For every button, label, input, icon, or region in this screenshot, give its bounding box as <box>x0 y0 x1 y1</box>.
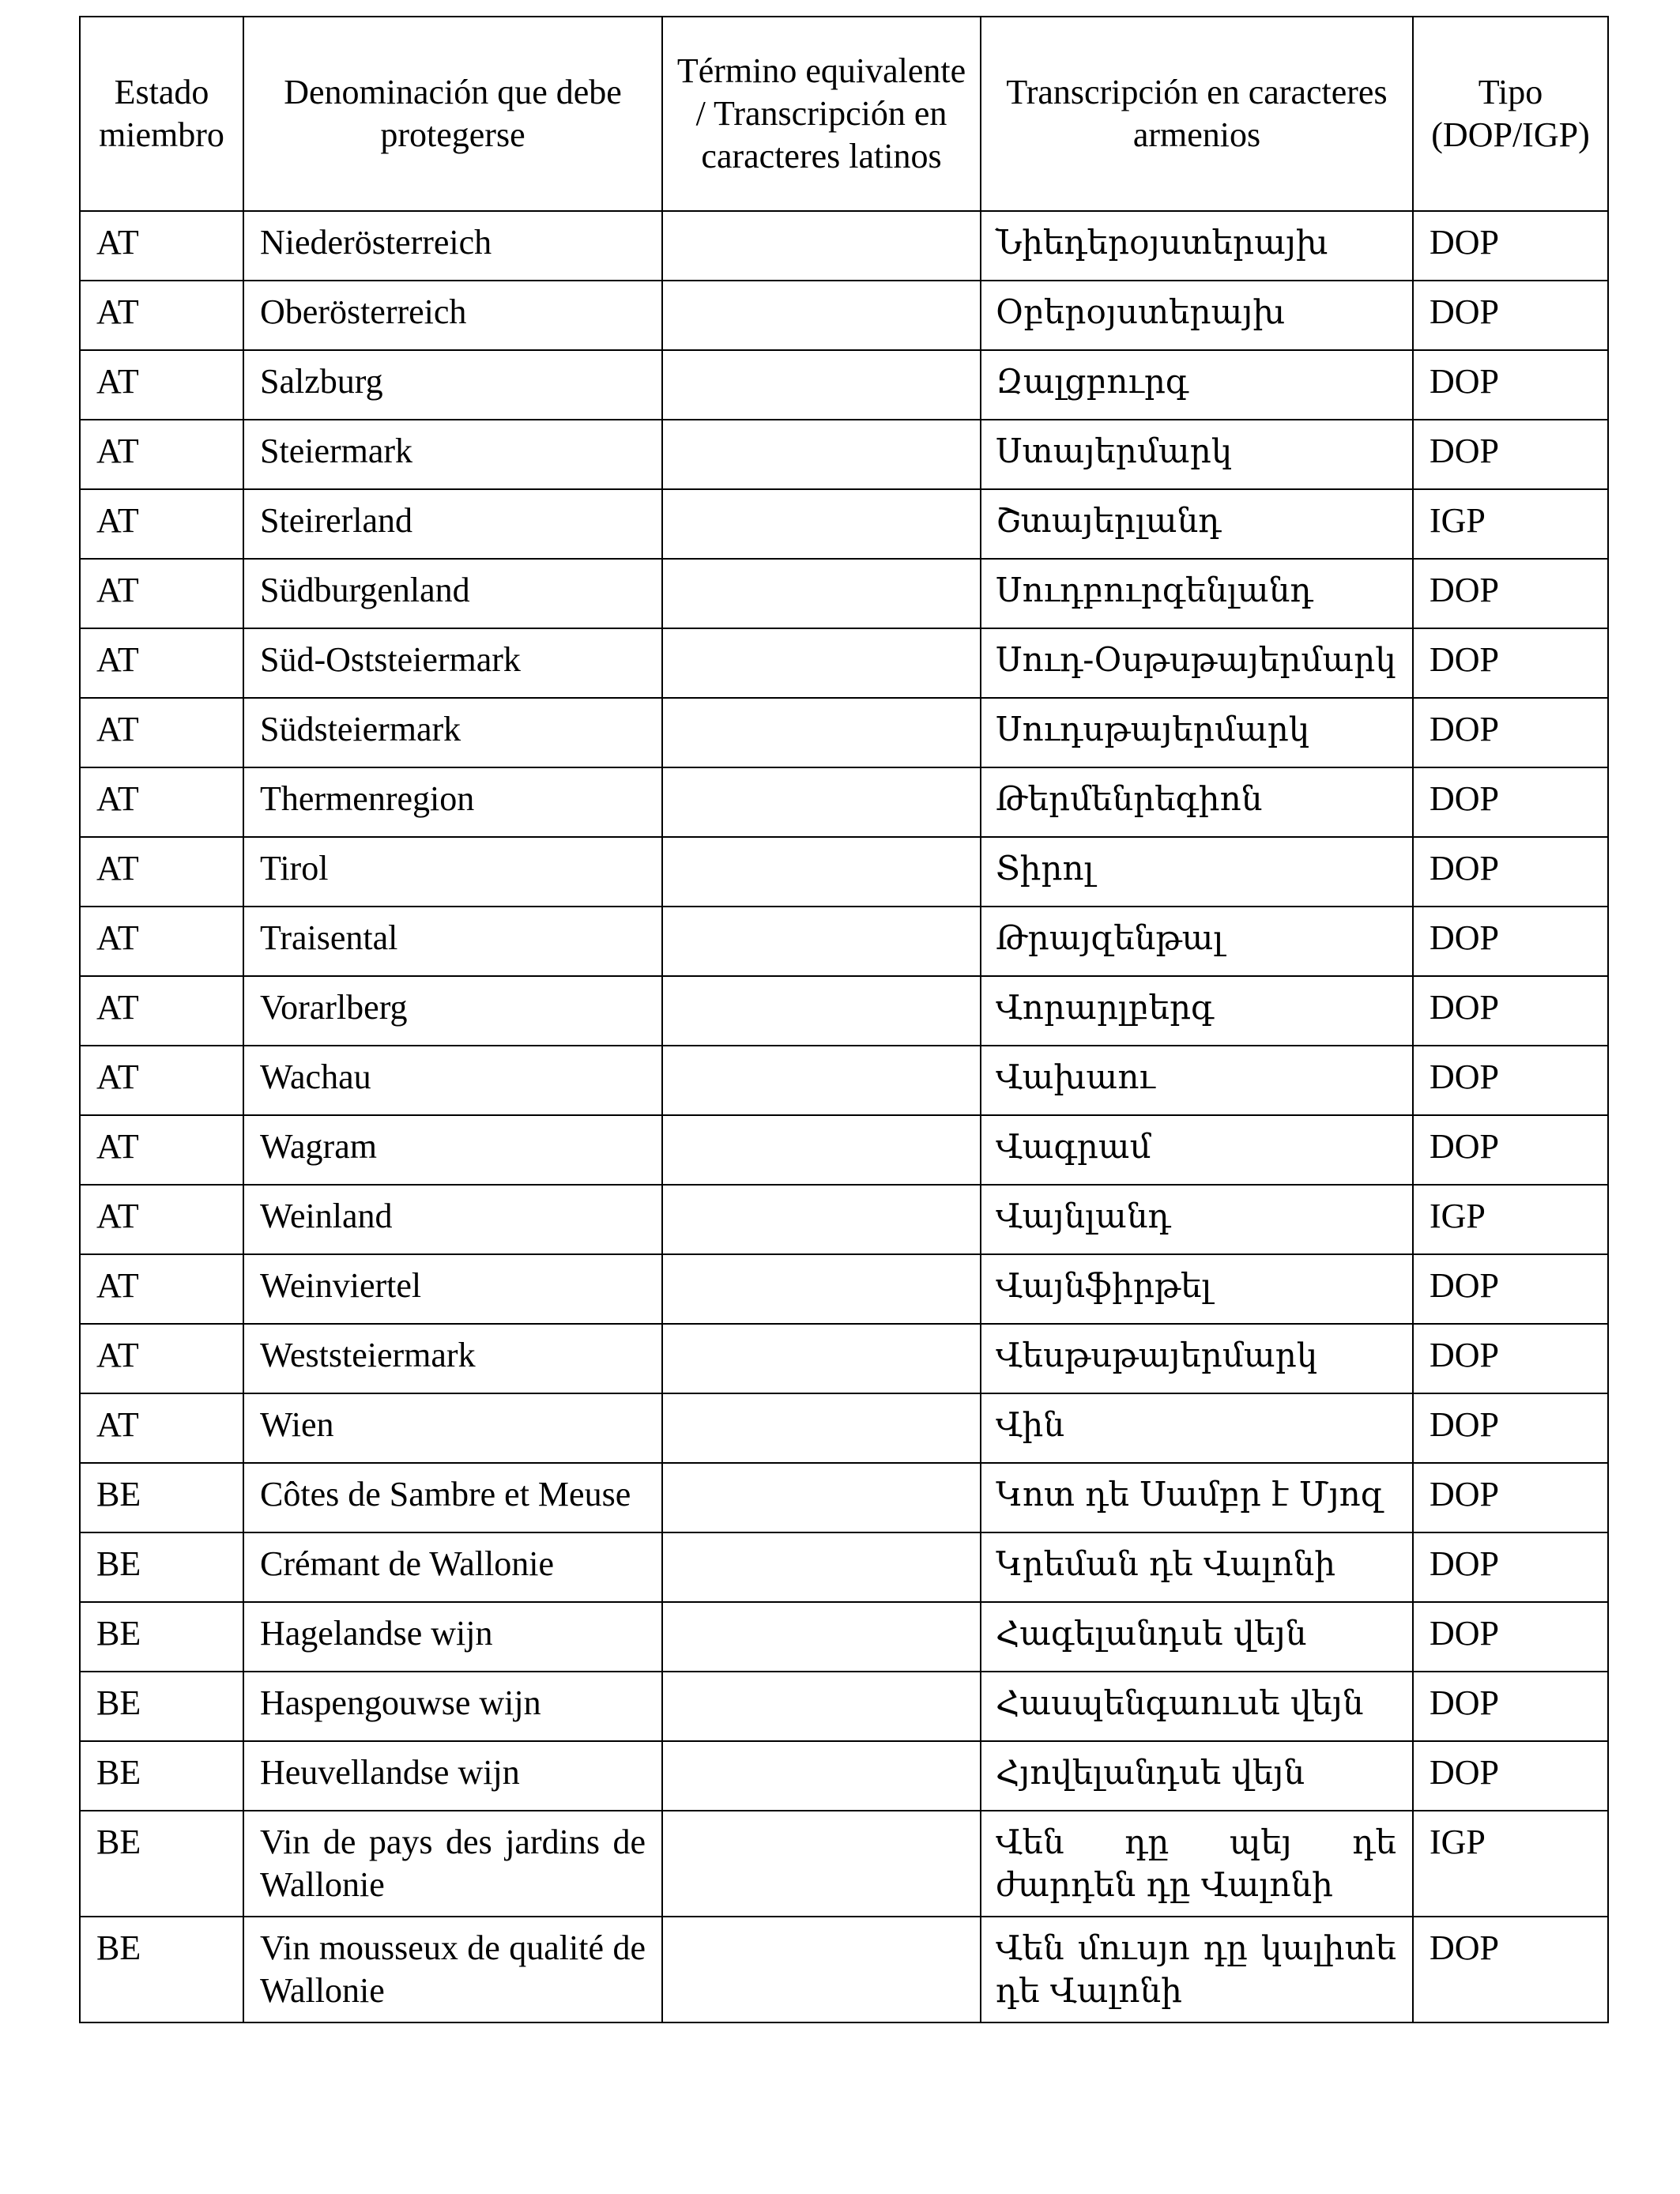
cell-member-state: BE <box>80 1741 243 1811</box>
header-denomination: Denominación que debe protegerse <box>243 17 662 211</box>
table-row <box>80 907 1608 976</box>
cell-armenian: Սուդբուրգենլանդ <box>981 559 1413 628</box>
cell-denomination: Crémant de Wallonie <box>243 1532 662 1602</box>
table-row <box>80 1672 1608 1741</box>
cell-member-state: BE <box>80 1602 243 1672</box>
cell-denomination: Thermenregion <box>243 767 662 837</box>
table-row <box>80 1602 1608 1672</box>
cell-member-state: AT <box>80 559 243 628</box>
cell-type: DOP <box>1413 211 1608 281</box>
gi-table <box>79 16 1609 2023</box>
cell-armenian: Հագելանդսե վեյն <box>981 1602 1413 1672</box>
cell-type: DOP <box>1413 1602 1608 1672</box>
cell-denomination: Niederösterreich <box>243 211 662 281</box>
cell-equivalent-term <box>662 837 981 907</box>
table-row <box>80 1917 1608 2022</box>
table-row <box>80 1532 1608 1602</box>
cell-denomination: Heuvellandse wijn <box>243 1741 662 1811</box>
table-row <box>80 1185 1608 1254</box>
cell-denomination: Haspengouwse wijn <box>243 1672 662 1741</box>
table-row <box>80 1811 1608 1917</box>
cell-equivalent-term <box>662 1917 981 2022</box>
cell-equivalent-term <box>662 350 981 420</box>
cell-armenian: Զալցբուրգ <box>981 350 1413 420</box>
cell-equivalent-term <box>662 1046 981 1115</box>
cell-type: DOP <box>1413 281 1608 350</box>
cell-armenian: Թրայզենթալ <box>981 907 1413 976</box>
cell-equivalent-term <box>662 976 981 1046</box>
cell-denomination: Salzburg <box>243 350 662 420</box>
cell-type: DOP <box>1413 1046 1608 1115</box>
table-row <box>80 1741 1608 1811</box>
cell-armenian: Վեն մուսյո դը կալիտե դե Վալոնի <box>981 1917 1413 2022</box>
cell-member-state: AT <box>80 1393 243 1463</box>
header-equivalent-term: Término equivalente / Transcripción en caracteres latinos <box>662 17 981 211</box>
cell-armenian: Նիեդերօյստերայխ <box>981 211 1413 281</box>
table-row <box>80 211 1608 281</box>
table-body <box>80 211 1608 2022</box>
table-row <box>80 628 1608 698</box>
cell-armenian: Հասպենգաուսե վեյն <box>981 1672 1413 1741</box>
cell-equivalent-term <box>662 1254 981 1324</box>
table-row <box>80 350 1608 420</box>
cell-armenian: Վեսթսթայերմարկ <box>981 1324 1413 1393</box>
cell-armenian: Վախաու <box>981 1046 1413 1115</box>
cell-denomination: Traisental <box>243 907 662 976</box>
cell-equivalent-term <box>662 281 981 350</box>
cell-type: DOP <box>1413 1917 1608 2022</box>
header-armenian: Transcripción en caracteres armenios <box>981 17 1413 211</box>
cell-equivalent-term <box>662 1185 981 1254</box>
cell-equivalent-term <box>662 767 981 837</box>
cell-equivalent-term <box>662 698 981 767</box>
cell-type: DOP <box>1413 1393 1608 1463</box>
cell-denomination: Hagelandse wijn <box>243 1602 662 1672</box>
cell-type: DOP <box>1413 837 1608 907</box>
table-row <box>80 837 1608 907</box>
cell-denomination: Weinland <box>243 1185 662 1254</box>
cell-denomination: Wachau <box>243 1046 662 1115</box>
cell-armenian: Շտայերլանդ <box>981 489 1413 559</box>
cell-type: IGP <box>1413 1185 1608 1254</box>
cell-equivalent-term <box>662 1115 981 1185</box>
cell-member-state: BE <box>80 1917 243 2022</box>
cell-member-state: AT <box>80 281 243 350</box>
cell-denomination: Südsteiermark <box>243 698 662 767</box>
cell-type: IGP <box>1413 1811 1608 1917</box>
cell-denomination: Vin de pays des jardins de Wallonie <box>243 1811 662 1917</box>
cell-denomination: Weststeiermark <box>243 1324 662 1393</box>
table-row <box>80 767 1608 837</box>
table-row <box>80 559 1608 628</box>
table-row <box>80 698 1608 767</box>
cell-member-state: AT <box>80 628 243 698</box>
cell-denomination: Tirol <box>243 837 662 907</box>
header-row <box>80 17 1608 211</box>
cell-member-state: BE <box>80 1532 243 1602</box>
cell-armenian: Սուդսթայերմարկ <box>981 698 1413 767</box>
cell-equivalent-term <box>662 1393 981 1463</box>
table-row <box>80 976 1608 1046</box>
cell-type: DOP <box>1413 1324 1608 1393</box>
cell-type: DOP <box>1413 628 1608 698</box>
cell-member-state: AT <box>80 1185 243 1254</box>
cell-type: DOP <box>1413 559 1608 628</box>
cell-type: DOP <box>1413 1115 1608 1185</box>
cell-member-state: AT <box>80 976 243 1046</box>
cell-type: IGP <box>1413 489 1608 559</box>
table-row <box>80 281 1608 350</box>
cell-member-state: AT <box>80 698 243 767</box>
cell-equivalent-term <box>662 1672 981 1741</box>
cell-member-state: AT <box>80 350 243 420</box>
cell-denomination: Wagram <box>243 1115 662 1185</box>
cell-armenian: Օբերօյստերայխ <box>981 281 1413 350</box>
cell-armenian: Կրեման դե Վալոնի <box>981 1532 1413 1602</box>
cell-type: DOP <box>1413 976 1608 1046</box>
cell-denomination: Wien <box>243 1393 662 1463</box>
cell-member-state: BE <box>80 1811 243 1917</box>
cell-armenian: Վորարլբերգ <box>981 976 1413 1046</box>
cell-type: DOP <box>1413 1672 1608 1741</box>
cell-equivalent-term <box>662 1324 981 1393</box>
cell-type: DOP <box>1413 1463 1608 1532</box>
cell-armenian: Հյովելանդսե վեյն <box>981 1741 1413 1811</box>
table-row <box>80 1324 1608 1393</box>
cell-type: DOP <box>1413 1254 1608 1324</box>
header-type: Tipo (DOP/IGP) <box>1413 17 1608 211</box>
cell-denomination: Steirerland <box>243 489 662 559</box>
table-row <box>80 1254 1608 1324</box>
cell-equivalent-term <box>662 420 981 489</box>
cell-type: DOP <box>1413 907 1608 976</box>
cell-type: DOP <box>1413 1532 1608 1602</box>
table-row <box>80 420 1608 489</box>
cell-equivalent-term <box>662 1532 981 1602</box>
cell-armenian: Կոտ դե Սամբր է Մյոզ <box>981 1463 1413 1532</box>
cell-equivalent-term <box>662 628 981 698</box>
cell-member-state: AT <box>80 489 243 559</box>
cell-armenian: Սուդ-Օսթսթայերմարկ <box>981 628 1413 698</box>
header-member-state: Estado miembro <box>80 17 243 211</box>
cell-member-state: AT <box>80 1324 243 1393</box>
cell-equivalent-term <box>662 1811 981 1917</box>
cell-equivalent-term <box>662 559 981 628</box>
cell-denomination: Vorarlberg <box>243 976 662 1046</box>
cell-equivalent-term <box>662 489 981 559</box>
cell-armenian: Տիրոլ <box>981 837 1413 907</box>
cell-armenian: Վին <box>981 1393 1413 1463</box>
cell-armenian: Վայնֆիրթել <box>981 1254 1413 1324</box>
cell-member-state: BE <box>80 1463 243 1532</box>
cell-member-state: AT <box>80 420 243 489</box>
cell-denomination: Steiermark <box>243 420 662 489</box>
cell-type: DOP <box>1413 350 1608 420</box>
cell-equivalent-term <box>662 211 981 281</box>
cell-armenian: Ստայերմարկ <box>981 420 1413 489</box>
cell-denomination: Süd-Oststeiermark <box>243 628 662 698</box>
cell-armenian: Վայնլանդ <box>981 1185 1413 1254</box>
cell-member-state: AT <box>80 1115 243 1185</box>
cell-equivalent-term <box>662 1463 981 1532</box>
cell-armenian: Թերմենրեգիոն <box>981 767 1413 837</box>
cell-member-state: AT <box>80 767 243 837</box>
cell-denomination: Weinviertel <box>243 1254 662 1324</box>
cell-member-state: AT <box>80 837 243 907</box>
cell-member-state: BE <box>80 1672 243 1741</box>
cell-armenian: Վեն դը պեյ դե ժարդեն դը Վալոնի <box>981 1811 1413 1917</box>
table-row <box>80 1115 1608 1185</box>
table-row <box>80 489 1608 559</box>
cell-member-state: AT <box>80 1046 243 1115</box>
cell-denomination: Vin mousseux de qualité de Wallonie <box>243 1917 662 2022</box>
cell-equivalent-term <box>662 1602 981 1672</box>
cell-member-state: AT <box>80 211 243 281</box>
cell-denomination: Südburgenland <box>243 559 662 628</box>
cell-member-state: AT <box>80 907 243 976</box>
cell-type: DOP <box>1413 420 1608 489</box>
cell-armenian: Վագրամ <box>981 1115 1413 1185</box>
cell-equivalent-term <box>662 1741 981 1811</box>
cell-type: DOP <box>1413 767 1608 837</box>
table-row <box>80 1463 1608 1532</box>
cell-type: DOP <box>1413 698 1608 767</box>
cell-denomination: Côtes de Sambre et Meuse <box>243 1463 662 1532</box>
cell-type: DOP <box>1413 1741 1608 1811</box>
table-row <box>80 1046 1608 1115</box>
cell-member-state: AT <box>80 1254 243 1324</box>
cell-equivalent-term <box>662 907 981 976</box>
table-row <box>80 1393 1608 1463</box>
cell-denomination: Oberösterreich <box>243 281 662 350</box>
